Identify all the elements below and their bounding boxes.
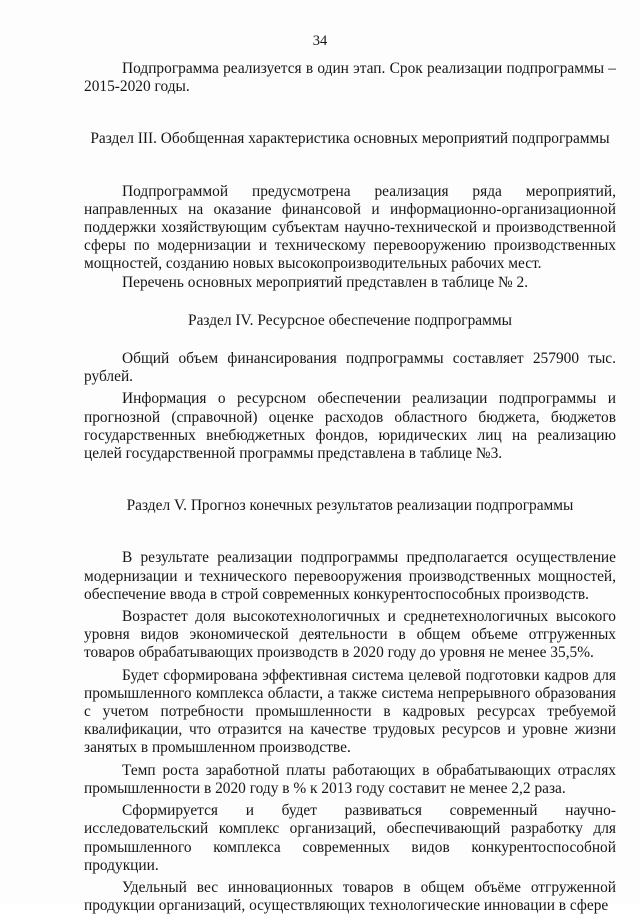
section-heading-4: Раздел IV. Ресурсное обеспечение подпрограммы (188, 311, 512, 329)
paragraph-wage-growth: Темп роста заработной платы работающих в обрабатывающих отраслях промышленности в 2020 году в % к 2013 году составит не менее 2,2 раза. (84, 761, 616, 797)
document-body (84, 60, 616, 915)
spacer (84, 292, 616, 312)
paragraph-personnel-training: Будет сформирована эффективная система целевой подготовки кадров для промышленного комплекса области, а также система непрерывного образования с учетом потребности промышленности в кадровых ресурсах требуемой квалификации, что отразится на качестве трудовых ресурсов и уровне жизни занятых в промышленном производстве. (84, 666, 616, 757)
spacer (84, 330, 616, 350)
paragraph-research-complex: Сформируется и будет развиваться современный научно-исследовательский комплекс организаций, обеспечивающий разработку для промышленного комплекса современных видов конкурентоспособной продукции. (84, 802, 616, 874)
spacer (84, 96, 616, 130)
paragraph-term: Подпрограмма реализуется в один этап. Срок реализации подпрограммы – 2015-2020 годы. (84, 60, 616, 96)
section-heading-3: Раздел III. Обобщенная характеристика основных мероприятий подпрограммы (90, 130, 610, 148)
section-heading-5: Раздел V. Прогноз конечных результатов реализации подпрограммы (126, 497, 574, 515)
paragraph-innovative-goods: Удельный вес инновационных товаров в общем объёме отгруженной продукции организаций, осуществляющих технологические инновации в сфере (84, 878, 616, 915)
paragraph-table-2-ref: Перечень основных мероприятий представлен в таблице № 2. (122, 273, 529, 291)
spacer (84, 463, 616, 497)
paragraph-resource-info: Информация о ресурсном обеспечении реализации подпрограммы и прогнозной (справочной) оценке расходов областного бюджета, бюджетов государственных внебюджетных фондов, юридических лиц на реализацию целей государственной программы представлена в таблице №3. (84, 390, 616, 463)
paragraph-hightech-share: Возрастет доля высокотехнологичных и среднетехнологичных высокого уровня видов экономической деятельности в общем объеме отгруженных товаров обрабатывающих производств в 2020 году до уровня не менее 35,5%. (84, 608, 616, 662)
spacer (84, 515, 616, 549)
paragraph-measures: Подпрограммой предусмотрена реализация ряда мероприятий, направленных на оказание финансовой и информационно-организационной поддержки хозяйствующим субъектам научно-технической и производственной сферы по модернизации и техническому перевооружению производственных мощностей, созданию новых высокопроизводительных рабочих мест. (84, 182, 616, 273)
page-number: 34 (312, 33, 328, 49)
spacer (84, 149, 616, 183)
paragraph-modernization: В результате реализации подпрограммы предполагается осуществление модернизации и технического перевооружения производственных мощностей, обеспечение ввода в строй современных конкурентоспособных производств. (84, 549, 616, 603)
paragraph-financing-total: Общий объем финансирования подпрограммы составляет 257900 тыс. рублей. (84, 350, 616, 386)
